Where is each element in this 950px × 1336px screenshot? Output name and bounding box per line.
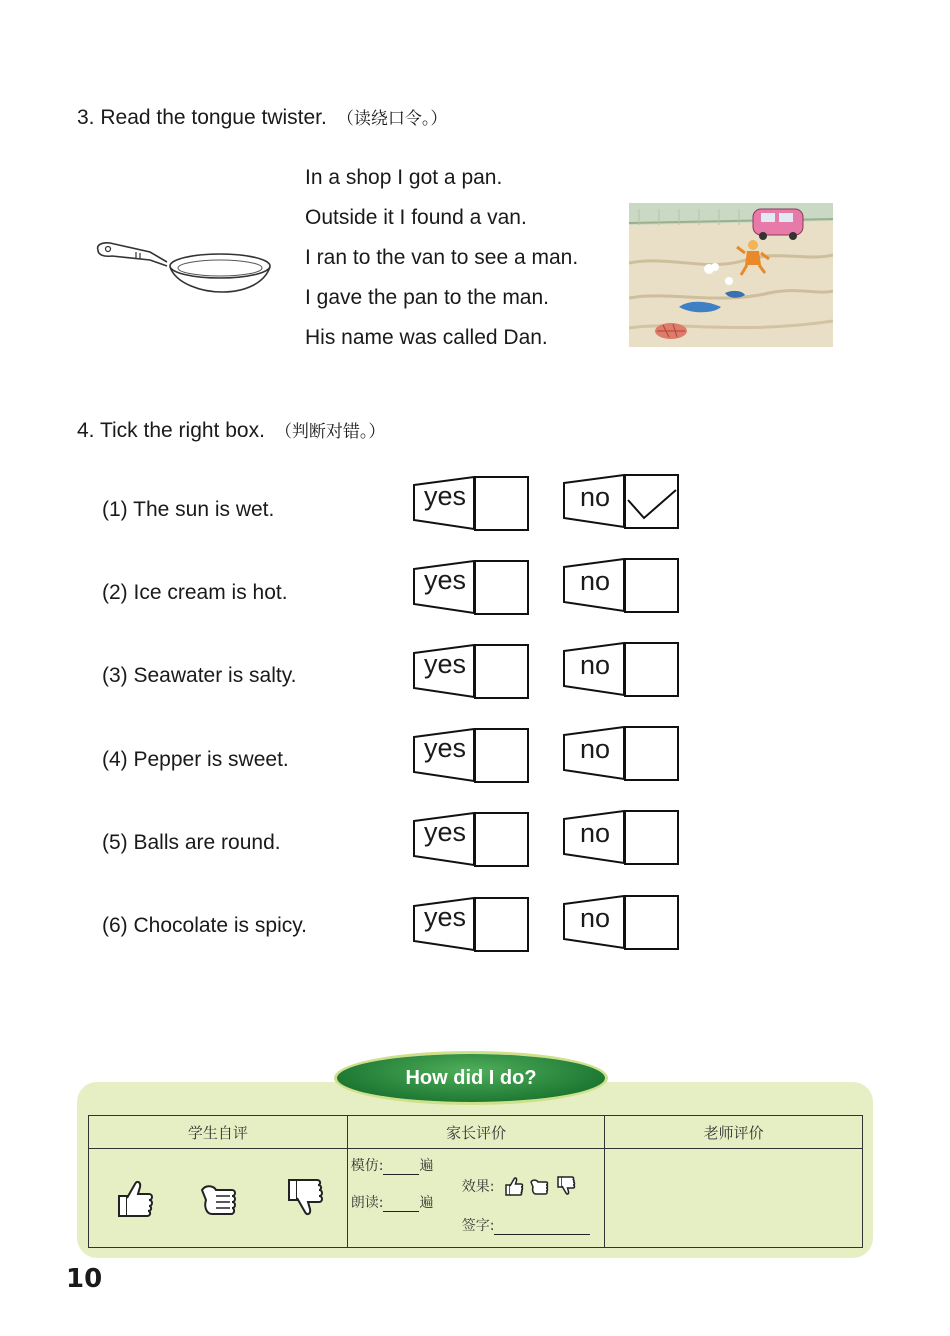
poem-line: Outside it I found a van. xyxy=(305,206,527,229)
question-text: (2) Ice cream is hot. xyxy=(102,581,288,604)
section-4-heading-cn: （判断对错。） xyxy=(274,422,386,442)
read-row xyxy=(351,1192,434,1212)
no-checkbox[interactable] xyxy=(624,726,679,781)
no-option[interactable] xyxy=(562,725,680,781)
student-eval-cell[interactable] xyxy=(89,1149,348,1248)
no-label: no xyxy=(580,903,611,933)
no-checkbox[interactable] xyxy=(624,558,679,613)
effect-label: 效果: xyxy=(461,1179,495,1195)
sign-row xyxy=(462,1215,591,1235)
evaluation-table xyxy=(88,1115,863,1248)
poem-line: In a shop I got a pan. xyxy=(305,166,503,189)
yes-checkbox[interactable] xyxy=(474,560,529,615)
fist-icon[interactable] xyxy=(528,1175,550,1197)
yes-option[interactable] xyxy=(412,475,530,531)
signature-field[interactable] xyxy=(494,1218,590,1235)
section-3-heading xyxy=(77,104,447,130)
no-option[interactable] xyxy=(562,641,680,697)
no-checkbox[interactable] xyxy=(624,810,679,865)
section-3-heading-cn: （读绕口令。） xyxy=(336,109,448,129)
section-3-heading-text: 3. Read the tongue twister. xyxy=(77,106,327,129)
imitate-count-field[interactable] xyxy=(383,1158,419,1175)
question-text: (5) Balls are round. xyxy=(102,831,281,854)
read-count-field[interactable] xyxy=(383,1195,419,1212)
no-label: no xyxy=(580,734,611,764)
yes-checkbox[interactable] xyxy=(474,897,529,952)
fist-icon[interactable] xyxy=(196,1176,240,1220)
no-option[interactable] xyxy=(562,557,680,613)
parent-eval-header: 家长评价 xyxy=(347,1116,605,1149)
yes-label: yes xyxy=(424,481,467,511)
no-checkbox[interactable] xyxy=(624,474,679,529)
no-option[interactable] xyxy=(562,894,680,950)
section-4-heading xyxy=(77,417,385,443)
yes-label: yes xyxy=(424,649,467,679)
yes-option[interactable] xyxy=(412,896,530,952)
thumbs-down-icon[interactable] xyxy=(554,1175,576,1197)
no-label: no xyxy=(580,818,611,848)
student-self-eval-header: 学生自评 xyxy=(89,1116,348,1149)
times-unit: 遍 xyxy=(419,1158,434,1174)
teacher-eval-header: 老师评价 xyxy=(605,1116,863,1149)
thumbs-up-icon[interactable] xyxy=(111,1176,155,1220)
question-text: (3) Seawater is salty. xyxy=(102,664,297,687)
no-label: no xyxy=(580,650,611,680)
no-option[interactable] xyxy=(562,473,680,529)
yes-checkbox[interactable] xyxy=(474,812,529,867)
how-did-i-do-banner xyxy=(337,1054,605,1102)
poem-line: I gave the pan to the man. xyxy=(305,286,550,309)
no-label: no xyxy=(580,482,611,512)
tongue-twister-poem xyxy=(305,158,578,358)
no-label: no xyxy=(580,566,611,596)
frying-pan-illustration xyxy=(92,236,277,298)
section-4-heading-text: 4. Tick the right box. xyxy=(77,419,265,442)
how-did-i-do-title: How did I do? xyxy=(405,1066,537,1089)
poem-line: I ran to the van to see a man. xyxy=(305,246,579,269)
yes-label: yes xyxy=(424,733,467,763)
sign-label: 签字: xyxy=(461,1218,495,1234)
imitate-label: 模仿: xyxy=(350,1158,384,1174)
poem-line: His name was called Dan. xyxy=(305,326,548,349)
yes-checkbox[interactable] xyxy=(474,476,529,531)
yes-label: yes xyxy=(424,902,467,932)
no-checkbox[interactable] xyxy=(624,642,679,697)
yes-label: yes xyxy=(424,565,467,595)
page-number: 10 xyxy=(66,1264,103,1294)
yes-option[interactable] xyxy=(412,811,530,867)
thumbs-down-icon[interactable] xyxy=(281,1176,325,1220)
thumbs-up-icon[interactable] xyxy=(502,1175,524,1197)
teacher-eval-cell[interactable] xyxy=(605,1149,863,1248)
times-unit: 遍 xyxy=(419,1195,434,1211)
no-option[interactable] xyxy=(562,809,680,865)
read-label: 朗读: xyxy=(350,1195,384,1211)
yes-checkbox[interactable] xyxy=(474,728,529,783)
parent-eval-cell xyxy=(347,1149,605,1248)
imitate-row xyxy=(351,1155,434,1175)
no-checkbox[interactable] xyxy=(624,895,679,950)
yes-option[interactable] xyxy=(412,727,530,783)
question-text: (6) Chocolate is spicy. xyxy=(102,914,308,937)
checkmark-icon xyxy=(626,476,677,527)
yes-option[interactable] xyxy=(412,559,530,615)
yes-label: yes xyxy=(424,817,467,847)
yes-option[interactable] xyxy=(412,643,530,699)
question-text: (1) The sun is wet. xyxy=(102,498,275,521)
question-text: (4) Pepper is sweet. xyxy=(102,748,289,771)
effect-row xyxy=(462,1175,577,1197)
yes-checkbox[interactable] xyxy=(474,644,529,699)
beach-van-illustration xyxy=(629,203,833,347)
